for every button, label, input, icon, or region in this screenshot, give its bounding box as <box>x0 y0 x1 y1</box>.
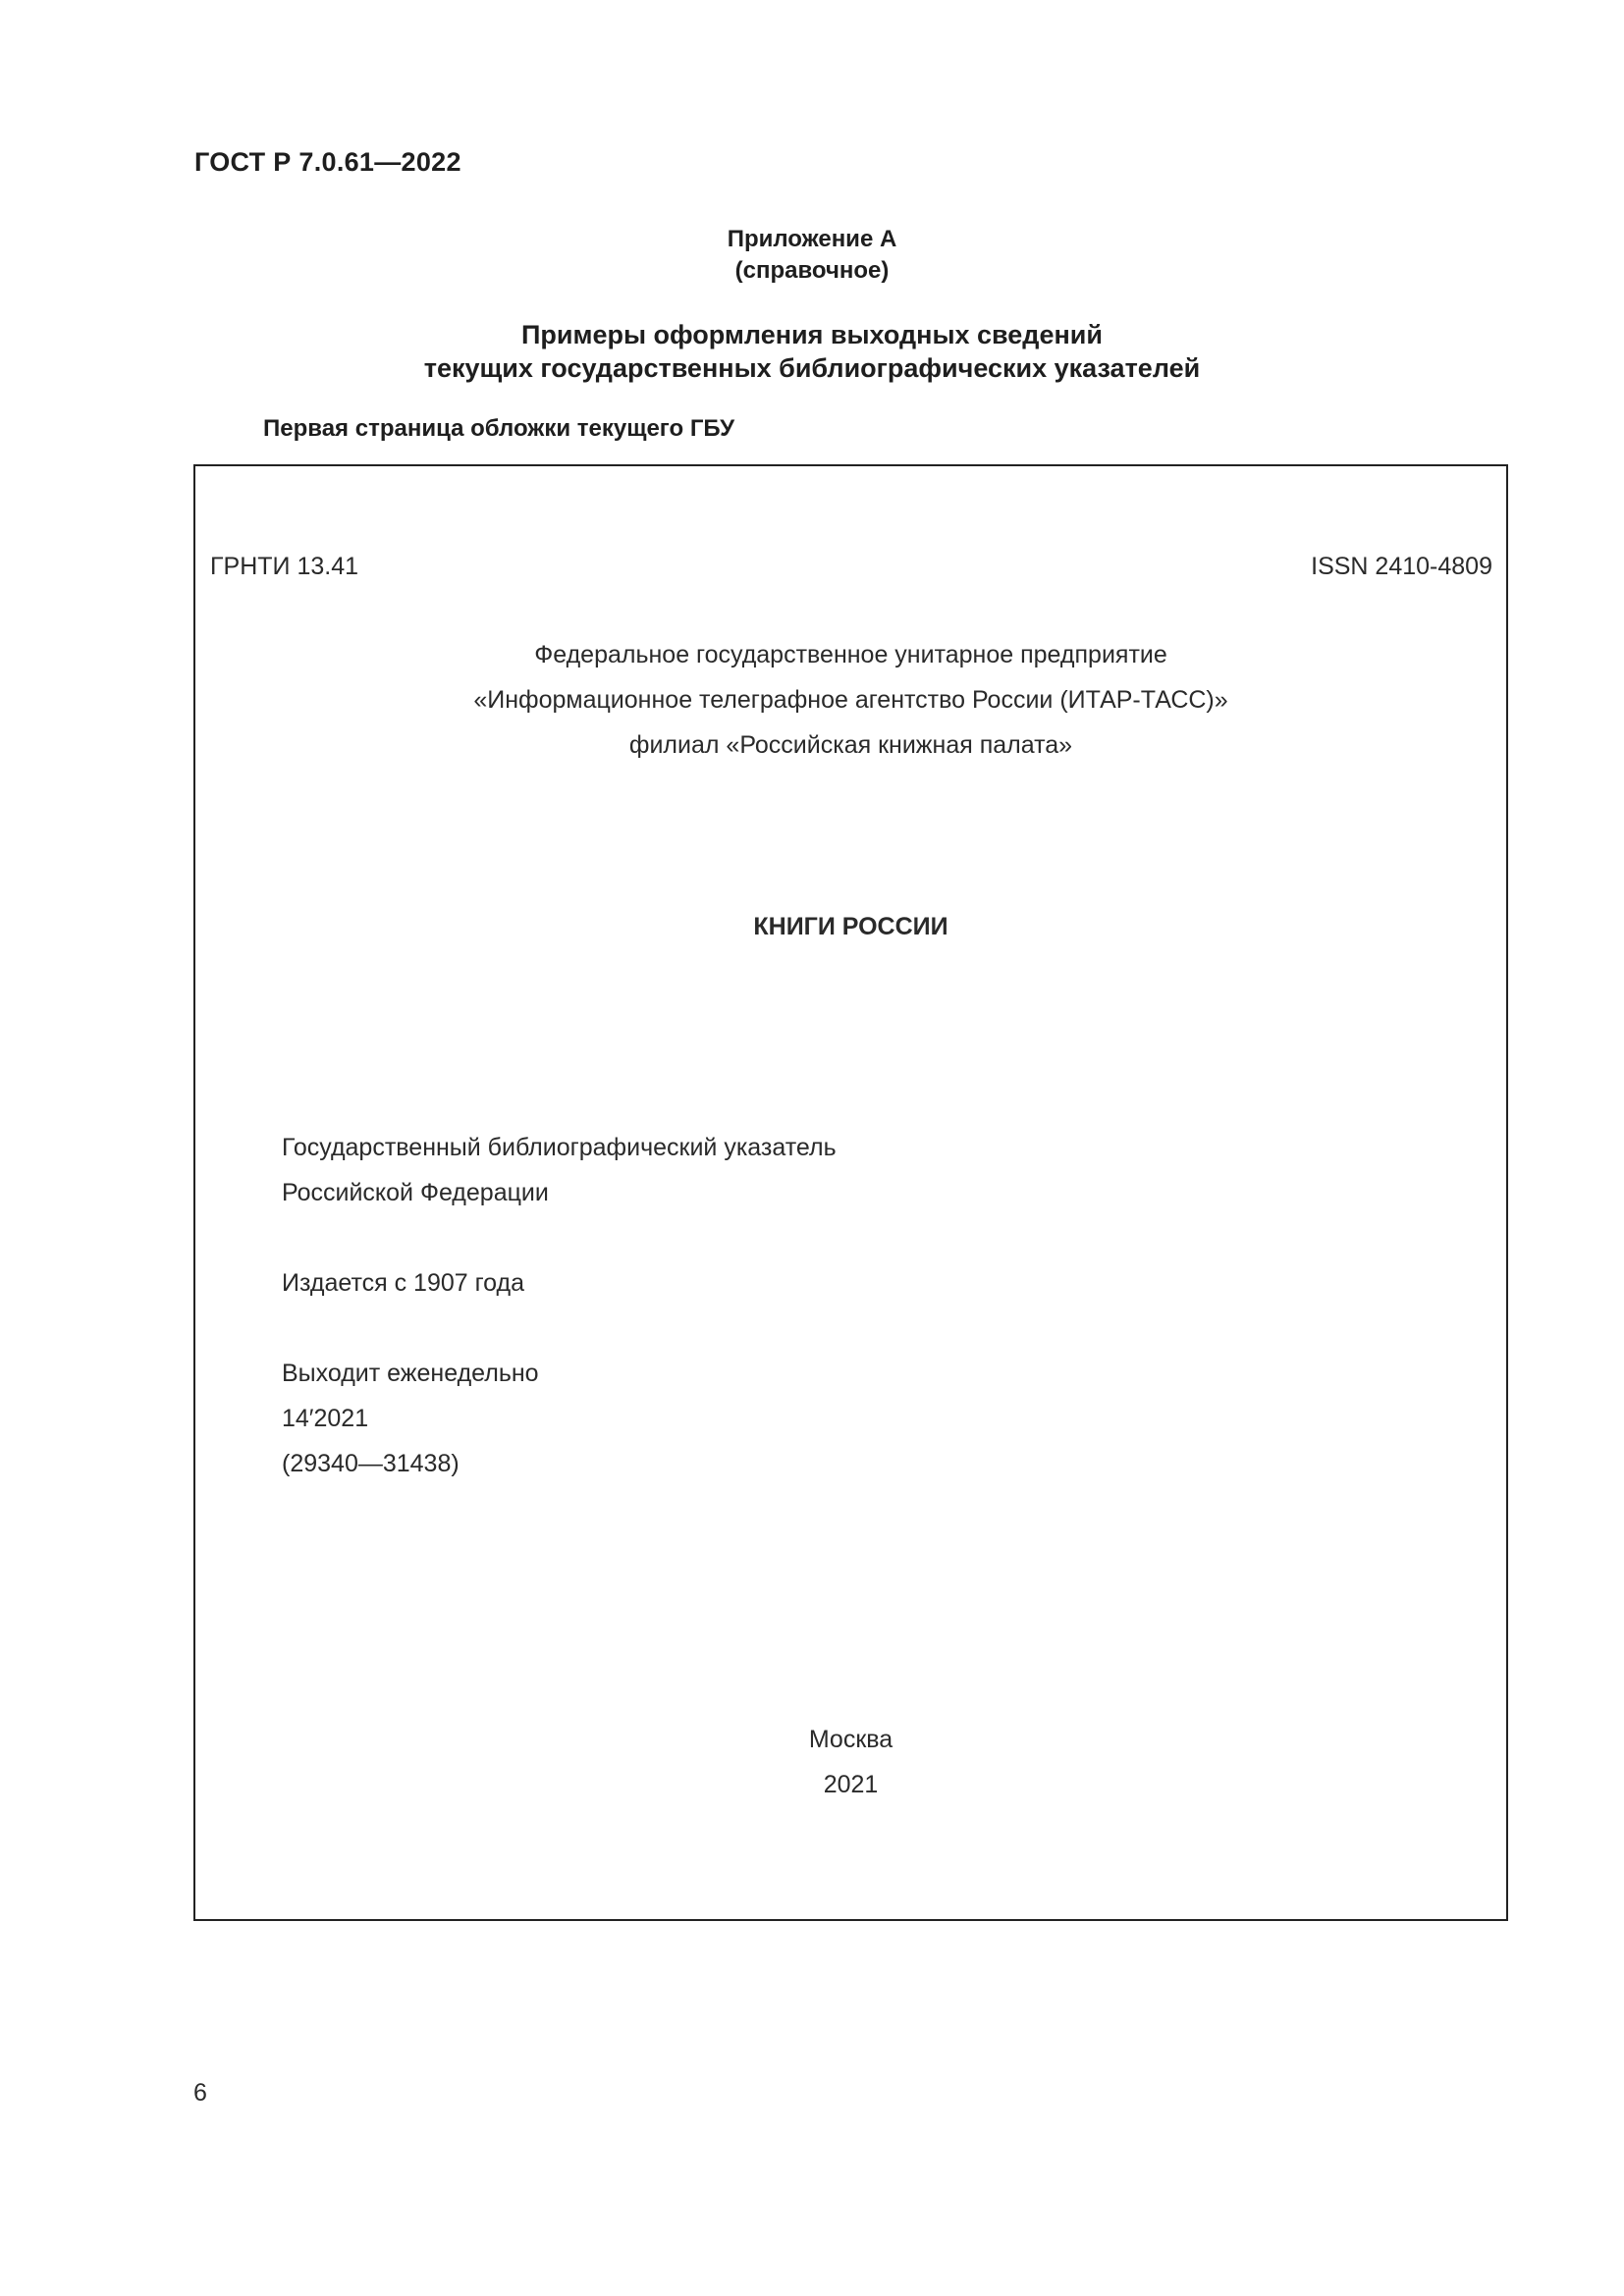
page-number: 6 <box>193 2079 207 2107</box>
description-line-4: Выходит еженедельно <box>282 1360 539 1387</box>
organization-line-2: «Информационное телеграфное агентство России (ИТАР-ТАСС)» <box>473 686 1228 714</box>
description-line-3: Издается с 1907 года <box>282 1269 525 1297</box>
entry-range: (29340—31438) <box>282 1450 460 1477</box>
annex-heading-line-1: Примеры оформления выходных сведений <box>521 320 1103 349</box>
issue-number: 14′2021 <box>282 1405 369 1432</box>
document-id: ГОСТ Р 7.0.61—2022 <box>194 147 461 177</box>
publication-city: Москва <box>808 1726 893 1753</box>
cover-page-frame <box>193 464 1508 1921</box>
issn-code: ISSN 2410-4809 <box>1311 553 1492 580</box>
description-line-2: Российской Федерации <box>282 1179 549 1206</box>
annex-title: Приложение А <box>727 226 897 252</box>
description-line-1: Государственный библиографический указатель <box>282 1134 837 1161</box>
grnti-code: ГРНТИ 13.41 <box>210 553 359 580</box>
publication-title: КНИГИ РОССИИ <box>753 913 948 940</box>
annex-type: (справочное) <box>734 257 890 284</box>
section-subheading: Первая страница обложки текущего ГБУ <box>263 415 734 442</box>
organization-line-1: Федеральное государственное унитарное предприятие <box>534 641 1167 668</box>
annex-heading-line-2: текущих государственных библиографических указателей <box>423 353 1201 383</box>
organization-line-3: филиал «Российская книжная палата» <box>628 731 1073 759</box>
publication-year: 2021 <box>823 1771 879 1798</box>
